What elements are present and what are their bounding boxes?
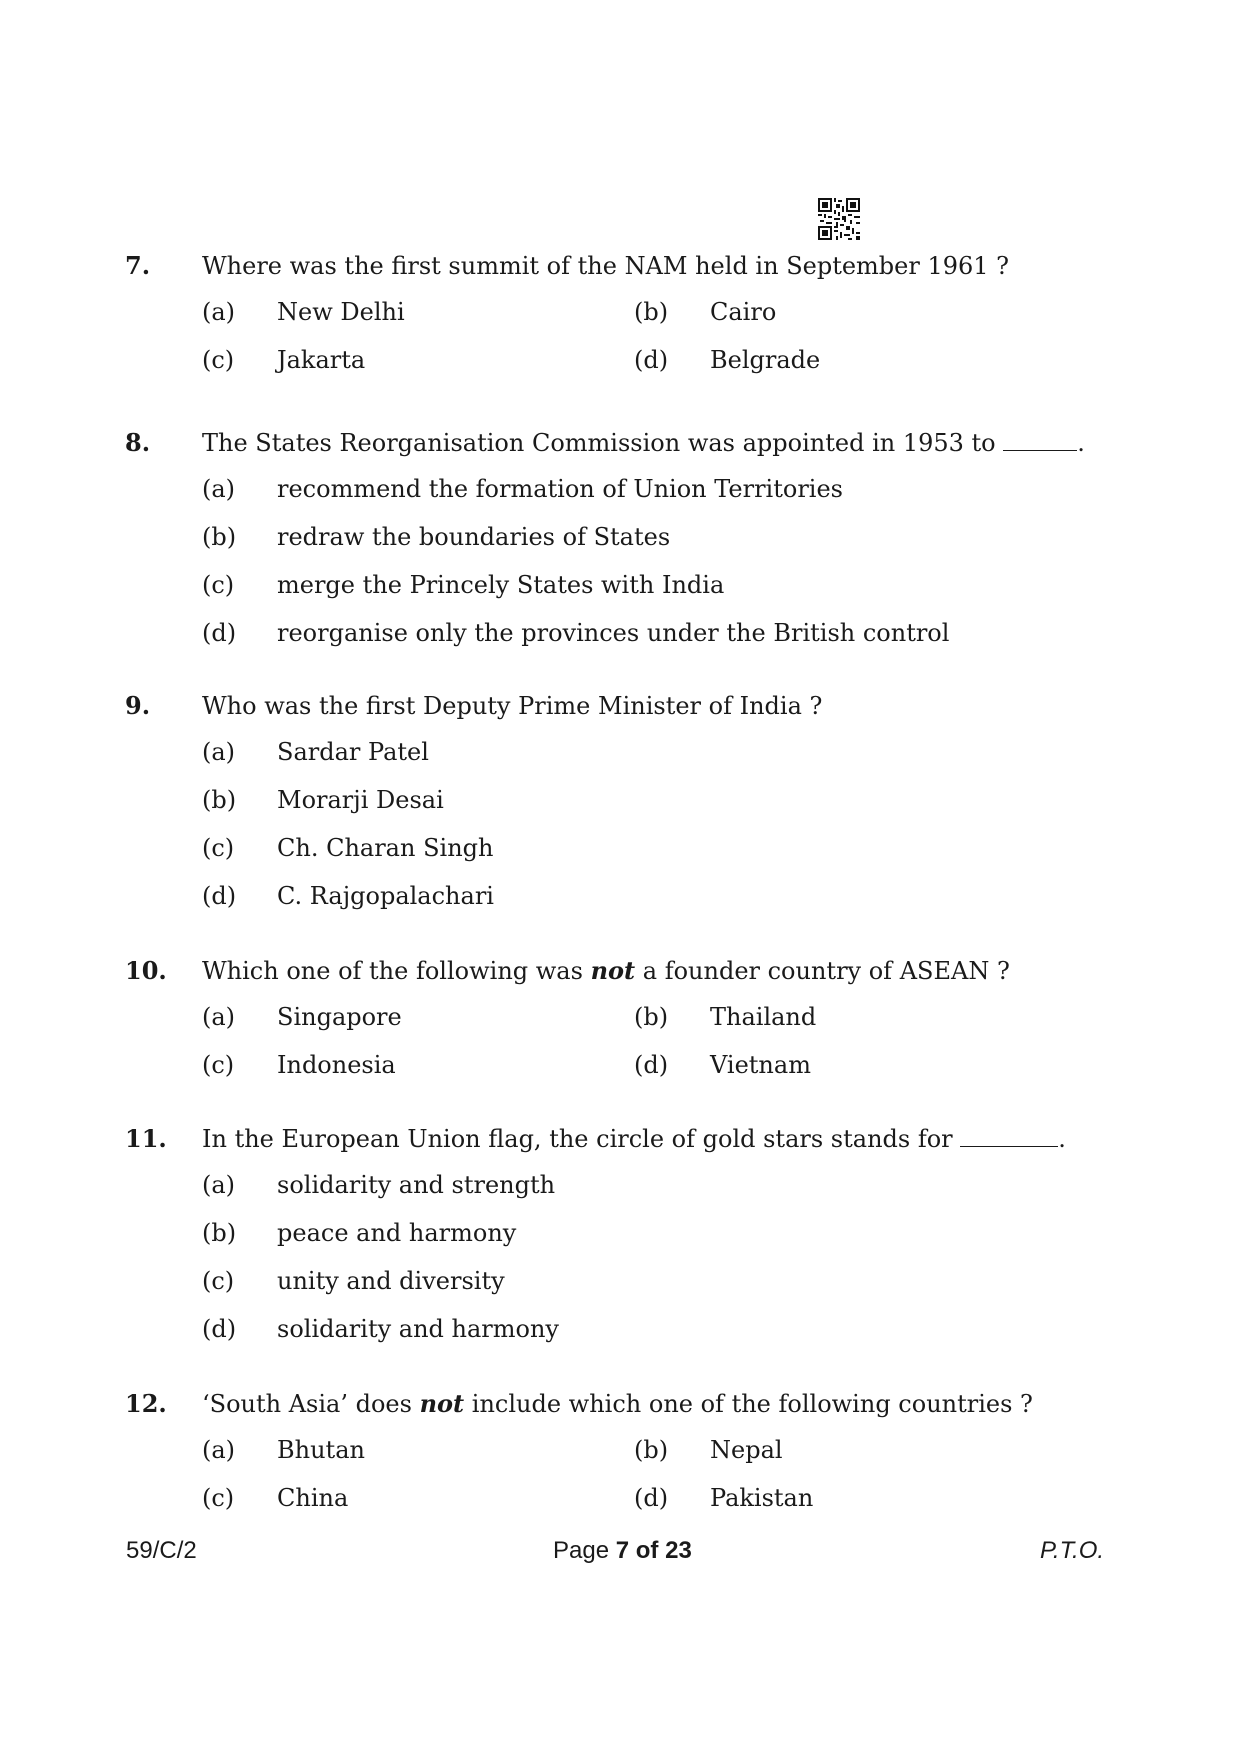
- answer-blank: [1003, 426, 1077, 451]
- question-number: 7.: [125, 251, 151, 280]
- question-number: 10.: [125, 956, 167, 985]
- page-number: Page 7 of 23: [553, 1537, 692, 1564]
- question-text: In the European Union flag, the circle of gold stars stands for .: [202, 1121, 1066, 1157]
- option-label: (a): [202, 1436, 236, 1464]
- option-row: [125, 878, 1125, 926]
- option-text: merge the Princely States with India: [277, 571, 725, 599]
- question-number: 8.: [125, 428, 151, 457]
- question-text: The States Reorganisation Commission was appointed in 1953 to .: [202, 425, 1085, 461]
- option-text: Jakarta: [277, 346, 366, 374]
- option-label: (d): [202, 882, 237, 910]
- option-label: (a): [202, 1171, 236, 1199]
- option-text: solidarity and strength: [277, 1171, 556, 1199]
- option-row: [125, 1480, 1125, 1528]
- option-text: unity and diversity: [277, 1267, 505, 1295]
- option-text: Pakistan: [710, 1484, 814, 1512]
- emphasis-not: not: [419, 1389, 465, 1418]
- option-label: (d): [634, 346, 669, 374]
- option-label: (c): [202, 346, 235, 374]
- option-text: Singapore: [277, 1003, 402, 1031]
- option-text: peace and harmony: [277, 1219, 517, 1247]
- option-label: (c): [202, 1051, 235, 1079]
- option-text: solidarity and harmony: [277, 1315, 559, 1343]
- option-text: C. Rajgopalachari: [277, 882, 494, 910]
- option-text: reorganise only the provinces under the British control: [277, 619, 950, 647]
- option-text: Belgrade: [710, 346, 821, 374]
- question-number: 11.: [125, 1124, 167, 1153]
- option-row: [125, 1215, 1125, 1263]
- option-label: (b): [202, 1219, 237, 1247]
- option-row: [125, 1432, 1125, 1480]
- question-11: [125, 1121, 1125, 1359]
- option-text: Vietnam: [710, 1051, 811, 1079]
- option-label: (d): [634, 1051, 669, 1079]
- pto-label: P.T.O.: [1040, 1537, 1105, 1564]
- option-row: [125, 1167, 1125, 1215]
- option-row: [125, 1263, 1125, 1311]
- option-text: China: [277, 1484, 349, 1512]
- option-text: recommend the formation of Union Territories: [277, 475, 843, 503]
- option-label: (d): [202, 619, 237, 647]
- question-9: [125, 688, 1125, 926]
- option-label: (d): [634, 1484, 669, 1512]
- question-text: Who was the first Deputy Prime Minister of India ?: [202, 692, 823, 720]
- option-label: (c): [202, 571, 235, 599]
- option-text: Thailand: [710, 1003, 817, 1031]
- option-label: (b): [634, 1003, 669, 1031]
- option-row: [125, 471, 1125, 519]
- option-row: [125, 342, 1125, 390]
- option-label: (c): [202, 1484, 235, 1512]
- paper-code: 59/C/2: [126, 1537, 197, 1564]
- option-label: (b): [202, 523, 237, 551]
- qr-code-icon: [818, 198, 860, 240]
- option-row: [125, 615, 1125, 663]
- question-number: 12.: [125, 1389, 167, 1418]
- option-text: Sardar Patel: [277, 738, 429, 766]
- option-text: Morarji Desai: [277, 786, 444, 814]
- option-label: (a): [202, 738, 236, 766]
- option-label: (c): [202, 834, 235, 862]
- option-text: Indonesia: [277, 1051, 396, 1079]
- option-text: New Delhi: [277, 298, 405, 326]
- option-label: (b): [634, 298, 669, 326]
- option-row: [125, 519, 1125, 567]
- option-row: [125, 294, 1125, 342]
- question-10: [125, 953, 1125, 1095]
- question-number: 9.: [125, 691, 151, 720]
- question-8: [125, 425, 1125, 663]
- option-text: redraw the boundaries of States: [277, 523, 671, 551]
- option-text: Ch. Charan Singh: [277, 834, 494, 862]
- option-row: [125, 734, 1125, 782]
- question-text: ‘South Asia’ does not include which one of the following countries ?: [202, 1389, 1033, 1418]
- option-label: (b): [202, 786, 237, 814]
- question-7: [125, 248, 1125, 390]
- option-text: Cairo: [710, 298, 777, 326]
- option-label: (d): [202, 1315, 237, 1343]
- option-row: [125, 999, 1125, 1047]
- option-label: (c): [202, 1267, 235, 1295]
- question-text: Where was the first summit of the NAM held in September 1961 ?: [202, 252, 1010, 280]
- option-text: Nepal: [710, 1436, 783, 1464]
- option-row: [125, 567, 1125, 615]
- question-text: Which one of the following was not a founder country of ASEAN ?: [202, 956, 1010, 985]
- option-label: (a): [202, 298, 236, 326]
- option-row: [125, 782, 1125, 830]
- option-label: (a): [202, 1003, 236, 1031]
- option-text: Bhutan: [277, 1436, 365, 1464]
- option-label: (a): [202, 475, 236, 503]
- emphasis-not: not: [590, 956, 636, 985]
- option-row: [125, 1311, 1125, 1359]
- option-row: [125, 830, 1125, 878]
- option-label: (b): [634, 1436, 669, 1464]
- question-12: [125, 1386, 1125, 1528]
- option-row: [125, 1047, 1125, 1095]
- answer-blank: [960, 1122, 1058, 1147]
